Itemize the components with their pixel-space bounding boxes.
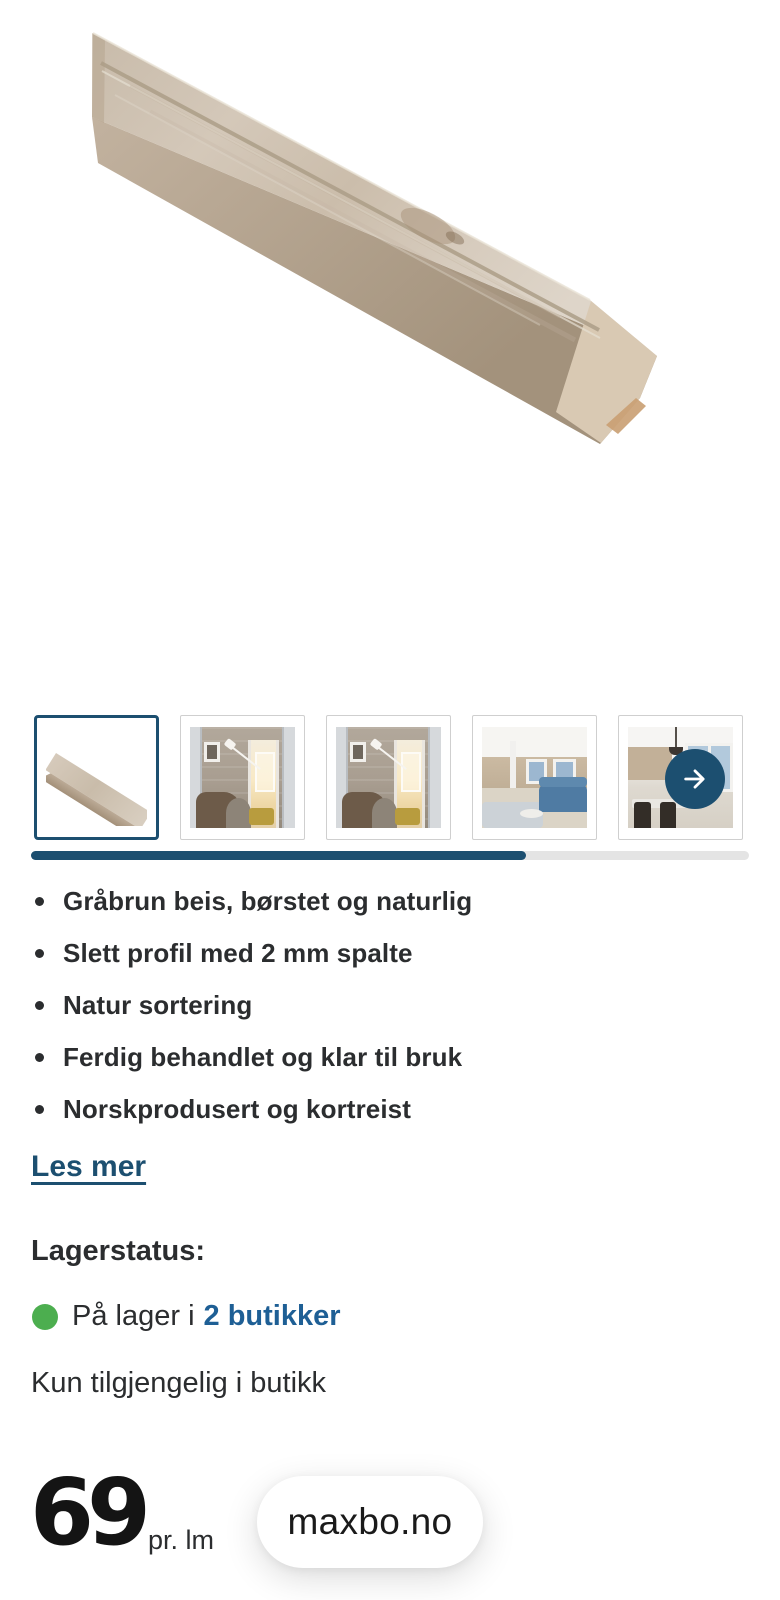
thumbnail-product-plank[interactable] xyxy=(34,715,159,840)
feature-item: Natur sortering xyxy=(31,979,472,1031)
stores-count-link[interactable]: 2 butikker xyxy=(203,1300,341,1332)
price-unit: pr. lm xyxy=(148,1525,215,1555)
feature-list xyxy=(31,875,472,1135)
feature-item: Norskprodusert og kortreist xyxy=(31,1083,472,1135)
read-more-link[interactable]: Les mer xyxy=(31,1150,147,1183)
thumbnail-photo xyxy=(482,727,587,828)
next-images-button[interactable] xyxy=(665,749,725,809)
gallery-scrollbar[interactable] xyxy=(31,851,749,860)
thumbnail-photo xyxy=(46,729,147,826)
in-stock-indicator-icon xyxy=(32,1304,58,1330)
thumbnail-photo xyxy=(190,727,295,828)
thumbnail-interior-2[interactable] xyxy=(326,715,451,840)
site-badge: maxbo.no xyxy=(257,1476,483,1568)
main-product-image xyxy=(0,0,780,500)
feature-item: Gråbrun beis, børstet og naturlig xyxy=(31,875,472,927)
price-amount: 69 xyxy=(30,1459,145,1566)
feature-item: Ferdig behandlet og klar til bruk xyxy=(31,1031,472,1083)
mini-plank-graphic xyxy=(46,753,147,826)
thumbnail-interior-1[interactable] xyxy=(180,715,305,840)
arrow-right-icon xyxy=(681,765,709,793)
feature-item: Slett profil med 2 mm spalte xyxy=(31,927,472,979)
gallery-scroll-fill[interactable] xyxy=(31,851,526,860)
thumbnail-living-room[interactable] xyxy=(472,715,597,840)
stock-status-row xyxy=(32,1300,341,1333)
stock-status-text: På lager i xyxy=(72,1300,195,1332)
stock-heading: Lagerstatus: xyxy=(31,1235,206,1267)
availability-note: Kun tilgjengelig i butikk xyxy=(31,1367,327,1399)
thumbnail-photo xyxy=(336,727,441,828)
wood-plank-illustration xyxy=(0,0,780,500)
thumbnail-dining-room[interactable] xyxy=(618,715,743,840)
